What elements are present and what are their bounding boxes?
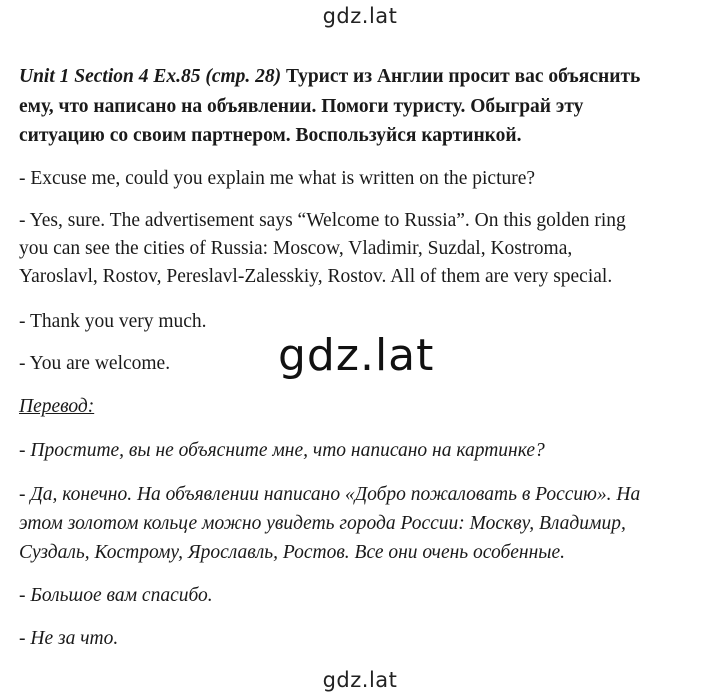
dialogue-en-line-2c: Yaroslavl, Rostov, Pereslavl-Zalesskiy, Rostov. All of them are very special. [19,266,613,287]
translation-line-2c: Суздаль, Кострому, Ярославль, Ростов. Все они очень особенные. [19,542,566,563]
translation-line-4: - Не за что. [19,628,119,649]
translation-line-2a: - Да, конечно. На объявлении написано «Добро пожаловать в Россию». На [19,484,641,505]
dialogue-en-line-1: - Excuse me, could you explain me what is written on the picture? [19,168,536,189]
watermark-center: gdz.lat [278,330,435,381]
translation-label: Перевод: [19,396,95,417]
exercise-heading-line-3: ситуацию со своим партнером. Воспользуйся картинкой. [19,125,522,146]
translation-line-2b: этом золотом кольце можно увидеть города России: Москву, Владимир, [19,513,626,534]
exercise-task-text: Турист из Англии просит вас объяснить [286,66,641,87]
exercise-reference: Unit 1 Section 4 Ex.85 (стр. 28) [19,66,282,87]
dialogue-en-line-2b: you can see the cities of Russia: Moscow, Vladimir, Suzdal, Kostroma, [19,238,573,259]
exercise-heading-line-2: ему, что написано на объявлении. Помоги туристу. Обыграй эту [19,96,584,117]
watermark-bottom: gdz.lat [322,668,398,692]
dialogue-en-line-4: - You are welcome. [19,353,171,374]
exercise-heading-line-1 [19,66,640,88]
watermark-top: gdz.lat [322,4,398,28]
dialogue-en-line-2a: - Yes, sure. The advertisement says “Welcome to Russia”. On this golden ring [19,210,626,231]
translation-line-3: - Большое вам спасибо. [19,585,213,606]
dialogue-en-line-3: - Thank you very much. [19,311,207,332]
translation-line-1: - Простите, вы не объясните мне, что написано на картинке? [19,440,545,461]
